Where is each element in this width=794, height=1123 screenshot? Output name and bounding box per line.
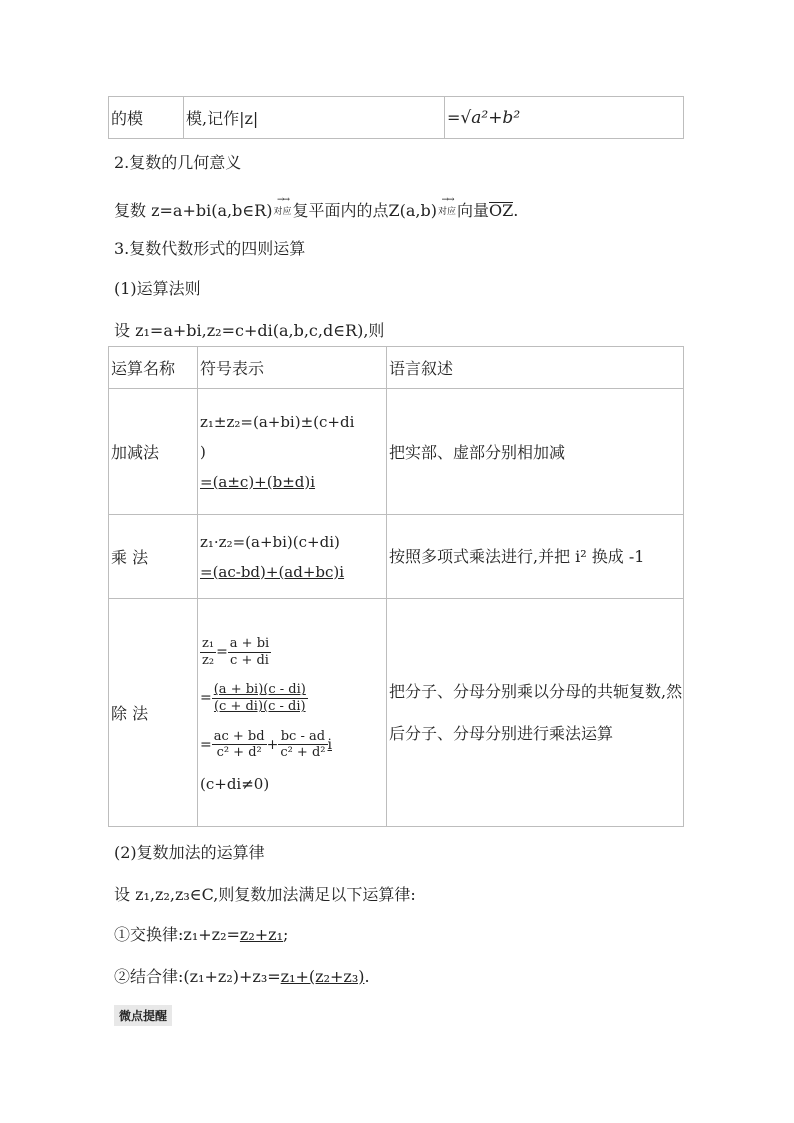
div-formula-line-3: = $\frac{ac + bd}{\text{c² + d²}}$ + $\frac{bc - ad}{\text{c² + d²}}$ i xyxy=(200,728,332,761)
header-description: 语言叙述 xyxy=(387,347,684,389)
mul-formula-line-1: z₁·z₂=(a+bi)(c+di) xyxy=(200,532,340,551)
commutative-law: ①交换律:z₁+z₂=z₂+z₁; xyxy=(114,925,289,944)
laws-given-line: 设 z₁,z₂,z₃∈C,则复数加法满足以下运算律: xyxy=(114,885,416,904)
header-symbol: 符号表示 xyxy=(198,347,387,389)
op-name-mul: 乘 法 xyxy=(109,515,198,599)
equals-sign: = xyxy=(447,107,461,127)
op-formula-mul xyxy=(198,515,387,599)
div-formula-line-2: = $\frac{(a + bi)(c - di)}{(c + di)(c - di)}$ xyxy=(200,682,306,714)
top-table-cell-1: 的模 xyxy=(109,97,184,139)
complex-number-text: 复数 z=a+bi(a,b∈R) xyxy=(114,201,273,220)
op-desc-add: 把实部、虚部分别相加减 xyxy=(387,389,684,515)
geometric-meaning-line xyxy=(114,198,518,221)
given-line: 设 z₁=a+bi,z₂=c+di(a,b,c,d∈R),则 xyxy=(114,321,385,340)
vector-label: 向量 xyxy=(457,201,490,220)
subsection-1-heading: (1)运算法则 xyxy=(114,279,201,298)
point-text: 复平面内的点Z(a,b) xyxy=(292,201,437,220)
section-2-heading: 2.复数的几何意义 xyxy=(114,153,242,172)
subsection-2-heading: (2)复数加法的运算律 xyxy=(114,843,265,862)
mul-formula-line-2: =(ac-bd)+(ad+bc)i xyxy=(200,562,345,581)
header-op-name: 运算名称 xyxy=(109,347,198,389)
real-part-fraction: $\frac{ac + bd}{\text{c² + d²}}$ xyxy=(213,728,265,761)
z1-over-z2: $\frac{\text{z₁}}{\text{z₂}}$ xyxy=(202,636,215,668)
add-formula-line-2: ) xyxy=(200,442,206,461)
ops-header-row xyxy=(109,347,684,389)
top-table-cell-2: 模,记作|z| xyxy=(184,97,445,139)
add-formula-line-3: =(a±c)+(b±d)i xyxy=(200,472,316,491)
top-table xyxy=(108,96,684,139)
op-desc-mul: 按照多项式乘法进行,并把 i² 换成 -1 xyxy=(387,515,684,599)
div-formula-line-1: $\frac{\text{z₁}}{\text{z₂}}$ = $\frac{a + bi}{c + di}$ xyxy=(202,636,270,668)
add-formula-line-1: z₁±z₂=(a+bi)±(c+di xyxy=(200,412,355,431)
op-name-div: 除 法 xyxy=(109,599,198,827)
period: . xyxy=(513,201,519,220)
associative-law: ②结合律:(z₁+z₂)+z₃=z₁+(z₂+z₃). xyxy=(114,967,370,986)
vector-oz: OZ xyxy=(489,201,514,220)
operations-table xyxy=(108,346,684,827)
top-table-cell-3 xyxy=(445,97,684,139)
op-formula-div xyxy=(198,599,387,827)
correspond-arrow-2: →→ 对应 xyxy=(437,204,457,217)
ops-row-div xyxy=(109,599,684,827)
sqrt-formula: √a²+b² xyxy=(460,107,521,128)
op-desc-div: 把分子、分母分别乘以分母的共轭复数,然后分子、分母分别进行乘法运算 xyxy=(387,599,684,827)
op-formula-add xyxy=(198,389,387,515)
op-name-add: 加减法 xyxy=(109,389,198,515)
div-condition: (c+di≠0) xyxy=(200,774,270,793)
a-bi-over-c-di: $\frac{a + bi}{c + di}$ xyxy=(229,636,270,668)
tip-label: 微点提醒 xyxy=(114,1005,172,1026)
conjugate-fraction: $\frac{(a + bi)(c - di)}{(c + di)(c - di)}$ xyxy=(213,682,306,714)
imag-part-fraction: $\frac{bc - ad}{\text{c² + d²}}$ xyxy=(280,728,326,761)
correspond-arrow-1: →→ 对应 xyxy=(272,204,292,217)
ops-row-add xyxy=(109,389,684,515)
section-3-heading: 3.复数代数形式的四则运算 xyxy=(114,239,306,258)
ops-row-mul xyxy=(109,515,684,599)
